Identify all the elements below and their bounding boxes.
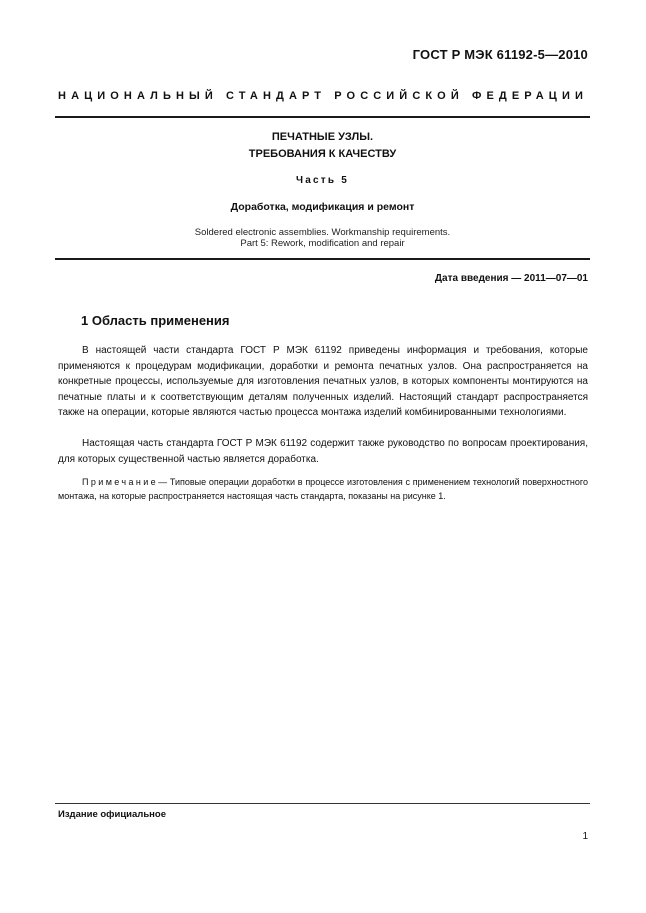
national-standard-heading: НАЦИОНАЛЬНЫЙ СТАНДАРТ РОССИЙСКОЙ ФЕДЕРАЦИИ (58, 90, 588, 102)
note (58, 475, 588, 503)
subtitle: Доработка, модификация и ремонт (230, 201, 415, 213)
note-text: — Типовые операции доработки в процессе изготовления с применением технологий поверхностного монтажа, на которые распространяется настоящая часть стандарта, показаны на рисунке 1. (58, 477, 588, 501)
section-title: 1 Область применения (81, 313, 230, 328)
english-title-line-2: Part 5: Rework, modification and repair (240, 238, 405, 249)
page-number: 1 (582, 831, 588, 842)
paragraph-2: Настоящая часть стандарта ГОСТ Р МЭК 61192 содержит также руководство по вопросам проектирования, для которых существенной частью является доработка. (58, 438, 588, 465)
english-title-line-1: Soldered electronic assemblies. Workmanship requirements. (194, 227, 451, 238)
document-id: ГОСТ Р МЭК 61192-5—2010 (412, 47, 588, 62)
footer-divider (55, 803, 590, 804)
part-label: Часть 5 (296, 175, 349, 186)
top-divider (55, 116, 590, 118)
edition-label: Издание официальное (58, 809, 166, 820)
title-divider (55, 258, 590, 260)
title-line-2: ТРЕБОВАНИЯ К КАЧЕСТВУ (248, 148, 397, 160)
introduction-date: Дата введения — 2011—07—01 (434, 273, 588, 284)
title-line-1: ПЕЧАТНЫЕ УЗЛЫ. (271, 131, 374, 143)
paragraph-1: В настоящей части стандарта ГОСТ Р МЭК 61192 приведены информация и требования, которые применяются к процедурам модификации, доработки и ремонта печатных узлов. Она распространяется на конкретные процессы, используемые для изготовления печатных узлов, в которых компоненты монтируются на печатные платы и к соответствующим деталям полученных изделий. Настоящий стандарт распространяется также на операции, которые являются частью процесса монтажа изделий комбинированными технологиями. (58, 345, 588, 418)
note-label: Примечание (82, 477, 159, 487)
